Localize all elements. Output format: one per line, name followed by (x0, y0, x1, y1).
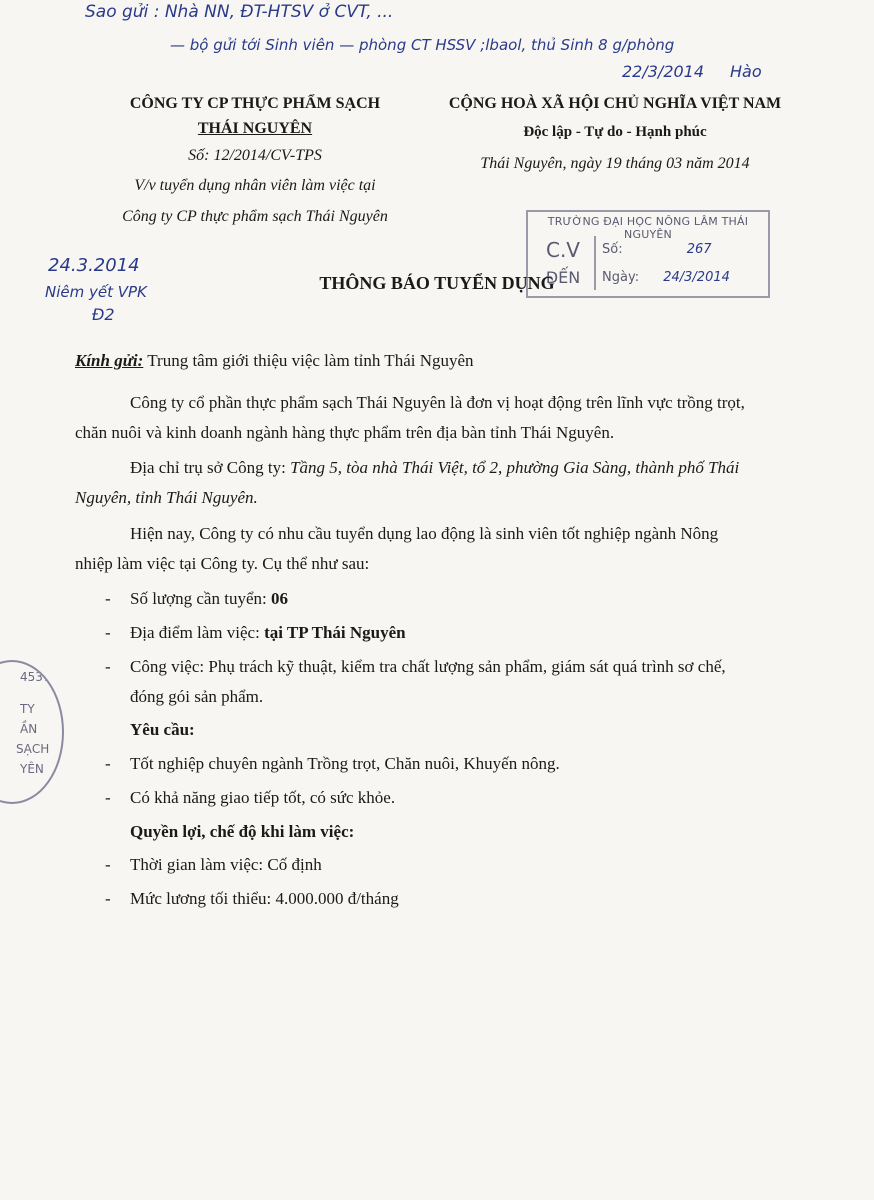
seal-text: 45374 (20, 670, 59, 684)
recipient: Trung tâm giới thiệu việc làm tỉnh Thái Nguyên (147, 351, 474, 370)
stamp-so-label: Số: (602, 242, 623, 257)
list-item-text (130, 618, 755, 648)
stamp-so-row (602, 242, 712, 257)
stamp-ngay-label: Ngày: (602, 270, 640, 285)
bullet-dash: - (105, 754, 111, 773)
intro-paragraph: Công ty cổ phần thực phẩm sạch Thái Nguyên là đơn vị hoạt động trên lĩnh vực trồng trọt, chăn nuôi và kinh doanh ngành hàng thực phẩm trên địa bàn tỉnh Thái Nguyên. (75, 392, 745, 442)
header-company (60, 92, 450, 230)
bullet-dash: - (105, 589, 111, 609)
need-paragraph: Hiện nay, Công ty có nhu cầu tuyển dụng lao động là sinh viên tốt nghiệp ngành Nông nhiệp làm việc tại Công ty. Cụ thể như sau: (75, 523, 719, 573)
recipient-label: Kính gửi: (75, 351, 144, 370)
subject-line-1: V/v tuyển dụng nhân viên làm việc tại (134, 177, 376, 195)
doc-number: Số: 12/2014/CV-TPS (188, 146, 322, 164)
stamp-so-value: 267 (686, 242, 712, 257)
place-value: tại TP Thái Nguyên (264, 623, 406, 642)
place-date: Thái Nguyên, ngày 19 tháng 03 năm 2014 (480, 155, 750, 173)
seal-text: YÊN (20, 762, 44, 776)
qty-label: Số lượng cần tuyển: (130, 589, 267, 609)
handwritten-signature-top: Hào (730, 62, 762, 81)
requirement-text: Có khả năng giao tiếp tốt, có sức khỏe. (130, 787, 396, 807)
address-label: Địa chỉ trụ sở Công ty: (130, 458, 286, 478)
bullet-dash: - (105, 855, 111, 875)
company-city: THÁI NGUYÊN (197, 119, 313, 137)
nation-motto: Độc lập - Tự do - Hạnh phúc (523, 123, 707, 140)
bullet-dash: - (105, 623, 111, 642)
doc-body (75, 346, 755, 914)
seal-text: SẠCH (16, 742, 50, 756)
address-paragraph (75, 453, 755, 513)
stamp-ngay-value: 24/3/2014 (663, 270, 730, 285)
stamp-type-cv: C.V (545, 238, 580, 262)
bullet-dash: - (105, 656, 111, 676)
seal-text: ẦN (20, 722, 38, 736)
bullet-dash: - (105, 889, 111, 908)
list-item-benefit (75, 850, 755, 880)
handwritten-note-line2: — bộ gửi tới Sinh viên — phòng CT HSSV ;lbaol, thủ Sinh 8 g/phòng (170, 36, 675, 54)
header-nation (405, 92, 825, 177)
list-item-requirement (75, 749, 755, 779)
list-item-benefit (75, 884, 755, 914)
company-name: CÔNG TY CP THỰC PHẨM SẠCH (129, 95, 381, 112)
list-item-requirement (75, 783, 755, 813)
stamp-den: ĐẾN (545, 268, 581, 287)
company-seal (0, 660, 64, 804)
subject-line-2: Công ty CP thực phẩm sạch Thái Nguyên (122, 208, 388, 226)
handwritten-note-line1: Sao gửi : Nhà NN, ĐT-HTSV ở CVT, ... (85, 2, 394, 22)
handwritten-initials-left: Đ2 (92, 305, 115, 324)
list-item-quantity (75, 584, 755, 614)
qty-value: 06 (270, 589, 288, 609)
handwritten-date-left: 24.3.2014 (48, 255, 140, 276)
address-value: Tầng 5, tòa nhà Thái Việt, tổ 2, phường Gia Sàng, thành phố Thái Nguyên, tỉnh Thái Nguyên. (75, 458, 740, 507)
job-text: Công việc: Phụ trách kỹ thuật, kiểm tra chất lượng sản phẩm, giám sát quá trình sơ chế, đóng gói sản phẩm. (130, 656, 726, 706)
recipient-line (75, 346, 755, 376)
bullet-dash: - (105, 787, 111, 807)
list-item-job (75, 652, 755, 712)
stamp-org: TRƯỜNG ĐẠI HỌC NÔNG LÂM THÁI NGUYÊN (547, 215, 749, 241)
place-label: Địa điểm làm việc: (130, 623, 260, 642)
handwritten-date-top: 22/3/2014 (622, 62, 705, 81)
requirements-heading: Yêu cầu: (130, 720, 195, 740)
benefit-text: Thời gian làm việc: Cố định (130, 855, 322, 875)
handwritten-note-left: Niêm yết VPK (45, 283, 147, 301)
doc-title: THÔNG BÁO TUYỂN DỤNG (319, 273, 555, 293)
seal-text: TY (20, 702, 35, 716)
list-item-text (130, 584, 755, 614)
list-item-place (75, 618, 755, 648)
benefits-heading: Quyền lợi, chế độ khi làm việc: (130, 821, 355, 841)
requirement-text: Tốt nghiệp chuyên ngành Trồng trọt, Chăn nuôi, Khuyến nông. (130, 754, 560, 773)
nation-name: CỘNG HOÀ XÃ HỘI CHỦ NGHĨA VIỆT NAM (448, 95, 782, 112)
benefit-text: Mức lương tối thiểu: 4.000.000 đ/tháng (130, 889, 399, 908)
